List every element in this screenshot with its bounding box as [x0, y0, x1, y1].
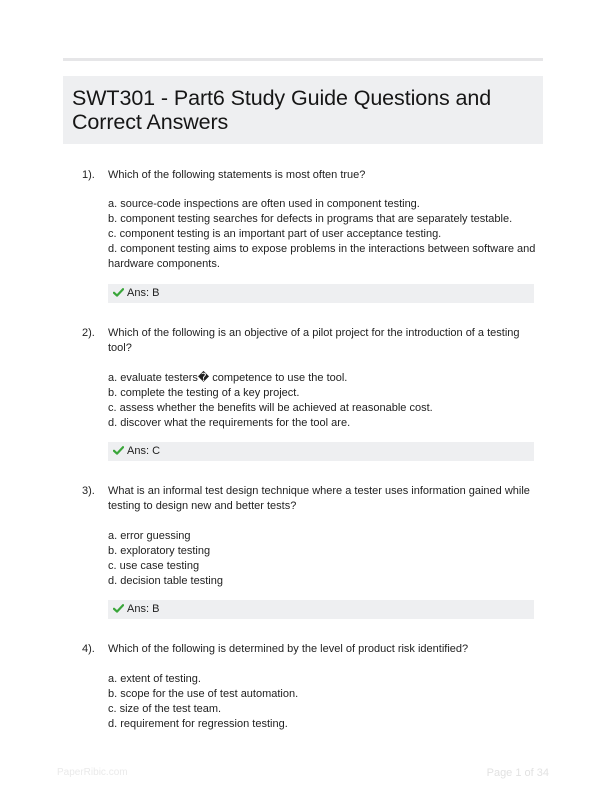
- answer-text: Ans: B: [127, 603, 160, 615]
- question-text: What is an informal test design technique where a tester uses information gained while testing to design new and better tests?: [108, 485, 530, 512]
- option: a. evaluate testers� competence to use the tool.: [108, 372, 348, 384]
- option: a. source-code inspections are often used in component testing.: [108, 198, 420, 210]
- option: a. extent of testing.: [108, 673, 201, 685]
- options-list: [108, 672, 538, 732]
- option: d. discover what the requirements for the tool are.: [108, 417, 351, 429]
- check-icon: [113, 288, 124, 297]
- answer-text: Ans: B: [127, 287, 160, 299]
- option: b. scope for the use of test automation.: [108, 688, 299, 700]
- page-number: Page 1 of 34: [486, 767, 549, 779]
- footer-site: PaperRibic.com: [57, 767, 128, 778]
- option: c. component testing is an important part of user acceptance testing.: [108, 228, 442, 240]
- question-number: 1).: [82, 169, 95, 181]
- question-text: Which of the following is determined by the level of product risk identified?: [108, 643, 469, 655]
- options-list: [108, 529, 538, 589]
- check-icon: [113, 446, 124, 455]
- answer-box: [108, 442, 534, 461]
- option: d. component testing aims to expose problems in the interactions between software and hardware components.: [108, 243, 536, 270]
- question-number: 3).: [82, 485, 95, 497]
- option: b. component testing searches for defects in programs that are separately testable.: [108, 213, 513, 225]
- question-number: 2).: [82, 327, 95, 339]
- answer-box: [108, 600, 534, 619]
- title-box: [63, 76, 543, 144]
- answer-text: Ans: C: [127, 445, 161, 457]
- option: c. assess whether the benefits will be achieved at reasonable cost.: [108, 402, 433, 414]
- answer-box: [108, 284, 534, 303]
- options-list: [108, 197, 538, 272]
- option: d. requirement for regression testing.: [108, 718, 288, 730]
- options-list: [108, 371, 538, 431]
- question-number: 4).: [82, 643, 95, 655]
- option: b. exploratory testing: [108, 545, 211, 557]
- question-text: Which of the following is an objective of a pilot project for the introduction of a testing tool?: [108, 327, 520, 354]
- question-text: Which of the following statements is most often true?: [108, 169, 366, 181]
- option: c. use case testing: [108, 560, 200, 572]
- option: b. complete the testing of a key project.: [108, 387, 300, 399]
- top-rule: [63, 58, 543, 61]
- option: a. error guessing: [108, 530, 191, 542]
- check-icon: [113, 604, 124, 613]
- option: c. size of the test team.: [108, 703, 222, 715]
- option: d. decision table testing: [108, 575, 223, 587]
- page-title: SWT301 - Part6 Study Guide Questions and Correct Answers: [72, 86, 492, 134]
